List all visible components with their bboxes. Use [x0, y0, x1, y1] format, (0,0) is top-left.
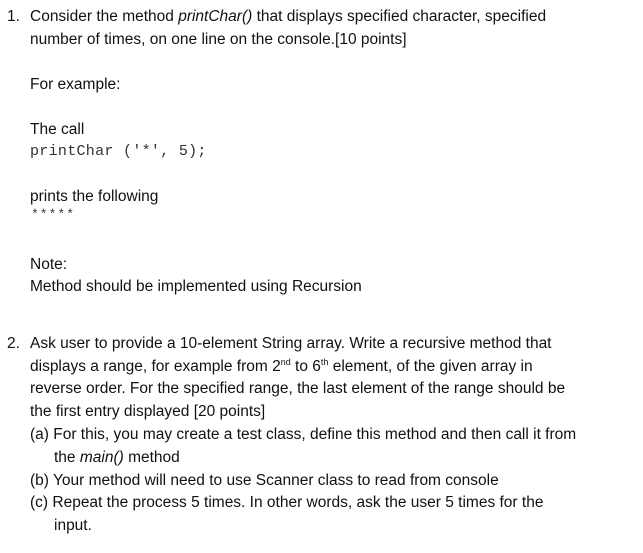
sub-item-a-continued: the main() method	[54, 449, 180, 466]
question-2-line-1: Ask user to provide a 10-element String array. Write a recursive method that	[30, 335, 552, 352]
question-2-line-4: the first entry displayed [20 points]	[30, 403, 266, 420]
sub-item-a: (a) For this, you may create a test class, define this method and then call it from	[30, 426, 577, 443]
question-2-line-2: displays a range, for example from 2nd to 6th element, of the given array in	[30, 356, 533, 375]
sub-item-c: (c) Repeat the process 5 times. In other words, ask the user 5 times for the	[30, 494, 544, 511]
question-2-line-3: reverse order. For the specified range, the last element of the range should be	[30, 380, 566, 397]
sub-item-c-continued: input.	[54, 517, 92, 534]
question-1-number: 1.	[7, 8, 20, 25]
question-1-line-2: number of times, on one line on the console.[10 points]	[30, 31, 407, 48]
sub-item-b: (b) Your method will need to use Scanner class to read from console	[30, 472, 499, 489]
question-1-line-1: Consider the method printChar() that displays specified character, specified	[30, 8, 547, 25]
call-code: printChar ('*', 5);	[30, 143, 207, 160]
call-label: The call	[30, 121, 85, 138]
prints-label: prints the following	[30, 188, 159, 205]
method-name-main: main()	[79, 449, 124, 466]
note-text: Method should be implemented using Recursion	[30, 278, 362, 295]
note-label: Note:	[30, 256, 68, 273]
method-name-printchar: printChar()	[178, 8, 253, 25]
question-2-number: 2.	[7, 335, 20, 352]
example-output: *****	[31, 207, 76, 222]
example-label: For example:	[30, 76, 121, 93]
